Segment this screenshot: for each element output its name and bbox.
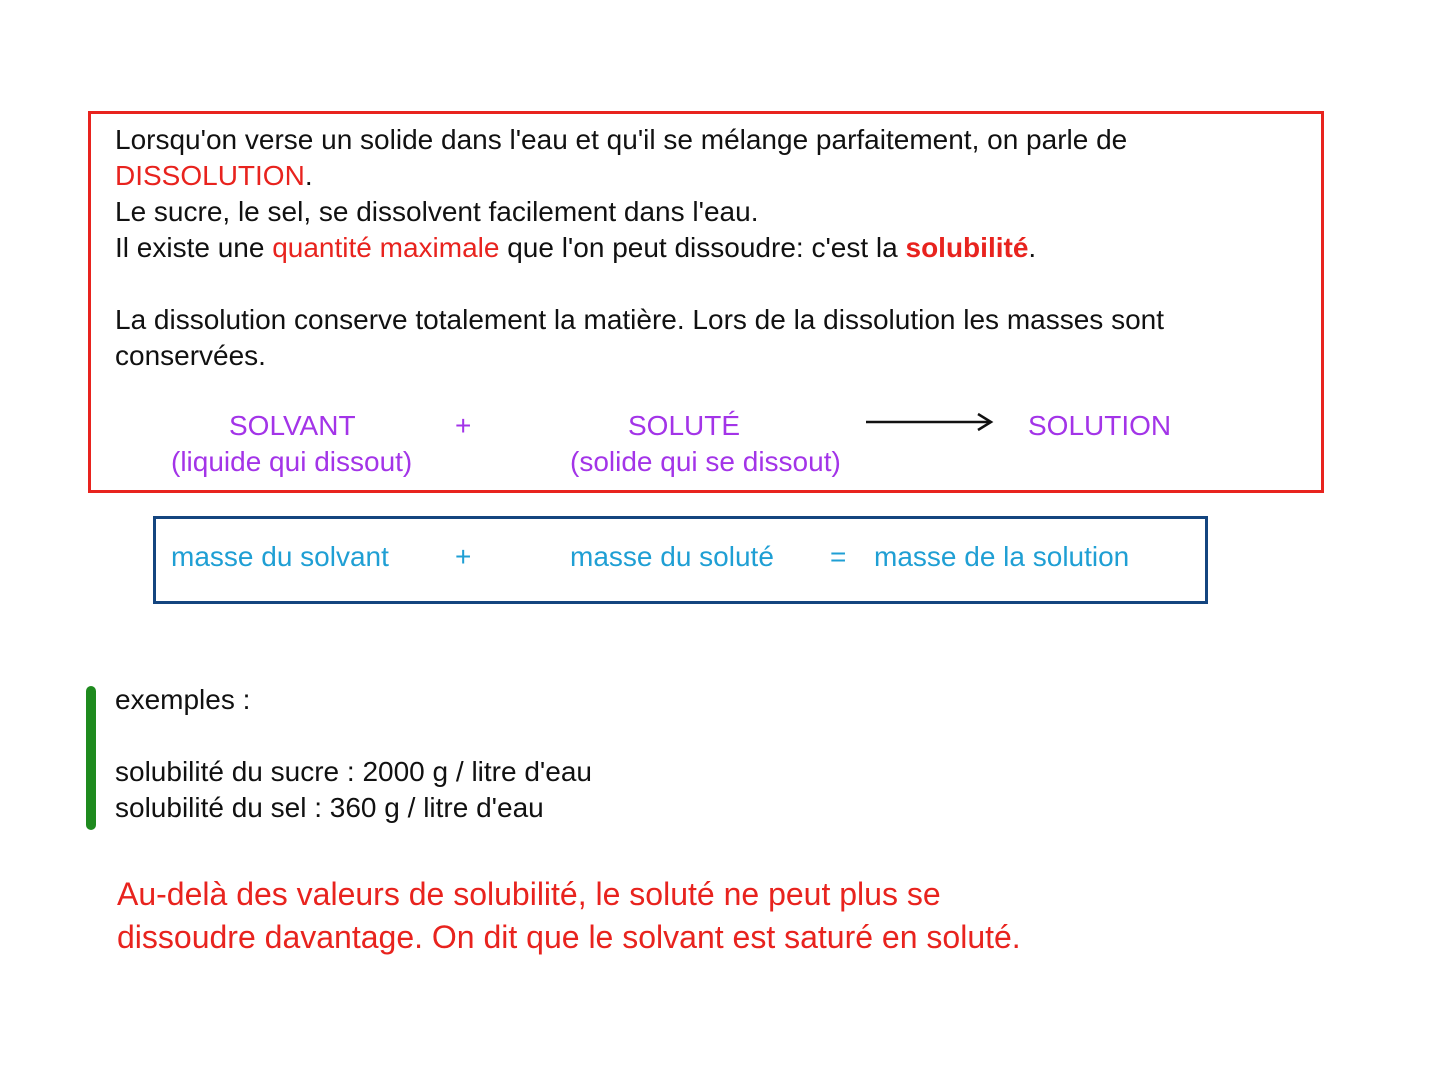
example-salt: solubilité du sel : 360 g / litre d'eau <box>115 792 544 823</box>
mass-plus: + <box>455 541 472 572</box>
conclusion-line-2: dissoudre davantage. On dit que le solvant est saturé en soluté. <box>117 919 1021 955</box>
examples-margin-bar <box>86 686 96 830</box>
solute-label: SOLUTÉ <box>628 410 741 441</box>
mass-equals: = <box>830 541 847 572</box>
conclusion-line-1: Au-delà des valeurs de solubilité, le soluté ne peut plus se <box>117 876 941 912</box>
solubility-term: solubilité <box>905 232 1029 263</box>
definition-line-4: Il existe une quantité maximale que l'on peut dissoudre: c'est la solubilité. <box>115 232 1037 263</box>
solute-mass: masse du soluté <box>570 541 774 572</box>
dissolution-term: DISSOLUTION <box>115 160 305 191</box>
solvent-label: SOLVANT <box>229 410 356 441</box>
definition-line-1: Lorsqu'on verse un solide dans l'eau et qu'il se mélange parfaitement, on parle de <box>115 124 1128 155</box>
solution-mass: masse de la solution <box>874 541 1130 572</box>
solvent-mass: masse du solvant <box>171 541 389 572</box>
conservation-line-2: conservées. <box>115 340 266 371</box>
equation-plus: + <box>455 410 472 441</box>
solution-label: SOLUTION <box>1028 410 1172 441</box>
solvent-note: (liquide qui dissout) <box>171 446 413 477</box>
reaction-arrow-icon <box>866 411 994 433</box>
solute-note: (solide qui se dissout) <box>570 446 841 477</box>
definition-line-3: Le sucre, le sel, se dissolvent facilement dans l'eau. <box>115 196 759 227</box>
definition-line-2: DISSOLUTION. <box>115 160 313 191</box>
example-sugar: solubilité du sucre : 2000 g / litre d'eau <box>115 756 592 787</box>
examples-heading: exemples : <box>115 684 251 715</box>
saturation-conclusion <box>117 873 1021 959</box>
max-quantity-highlight: quantité maximale <box>272 232 500 263</box>
conservation-line-1: La dissolution conserve totalement la matière. Lors de la dissolution les masses sont <box>115 304 1164 335</box>
